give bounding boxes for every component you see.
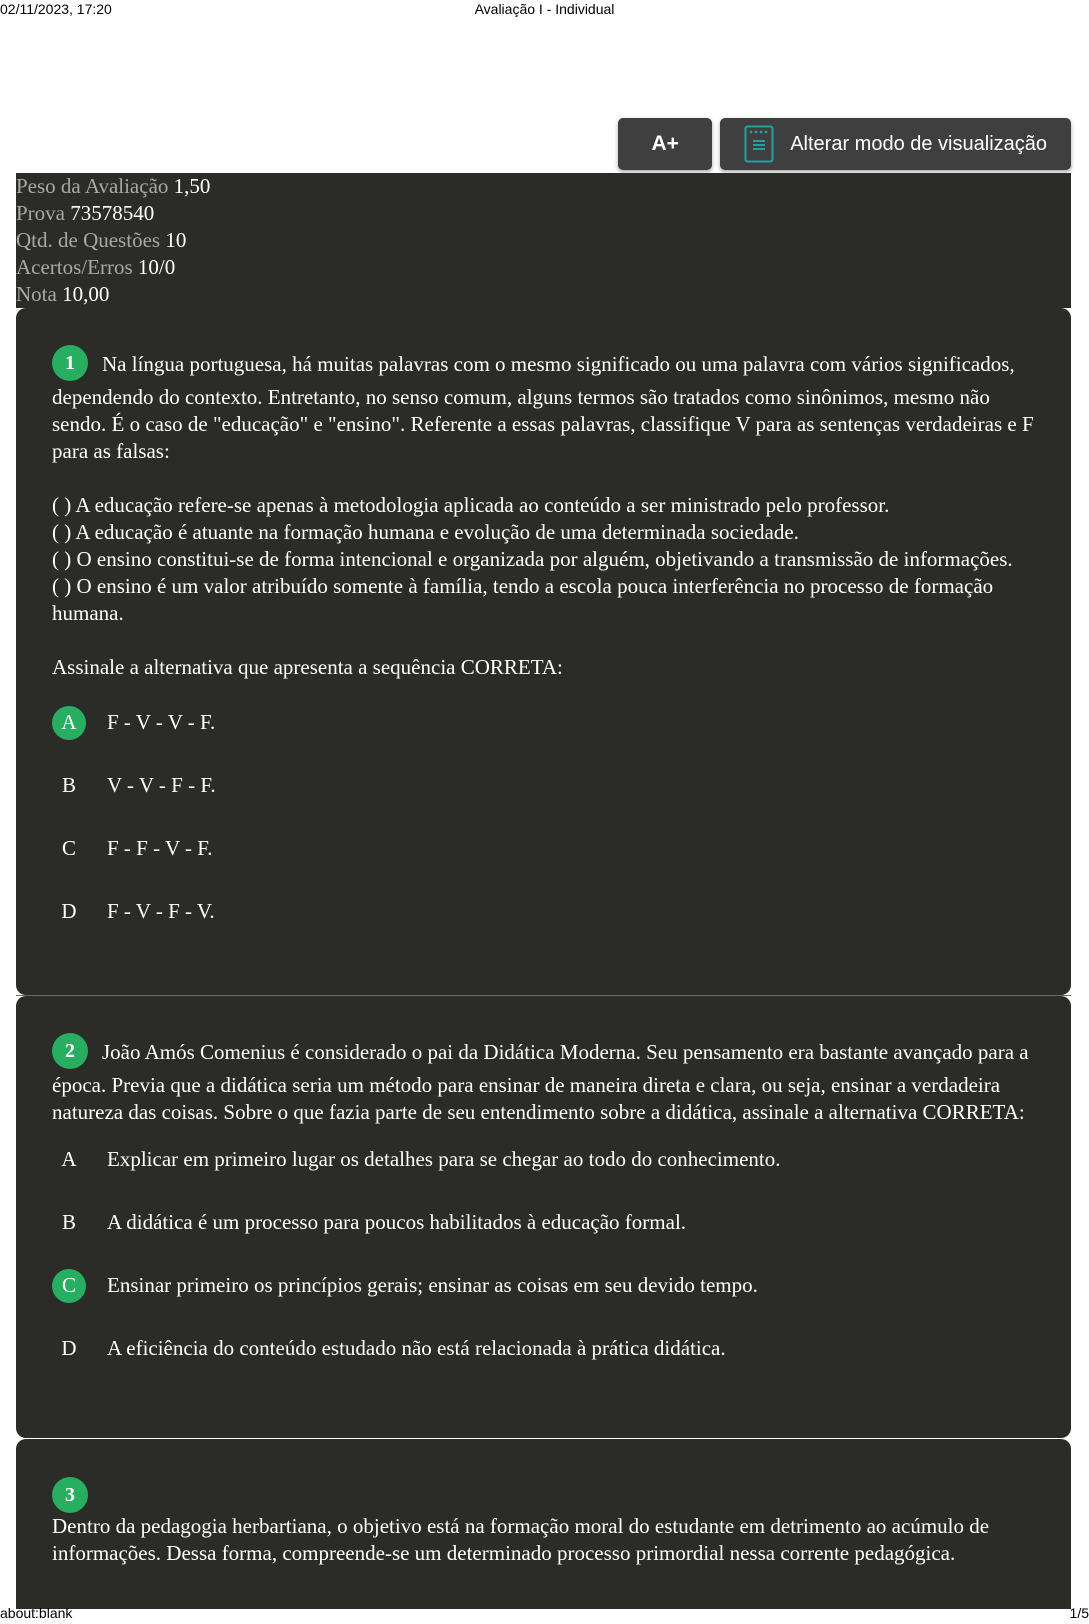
statement: ( ) O ensino constitui-se de forma intencional e organizada por alguém, objetivando a transmissão de informações. — [52, 547, 1013, 571]
option-letter: D — [61, 1336, 77, 1360]
option-d[interactable] — [52, 880, 1035, 943]
option-text: V - V - F - F. — [107, 773, 216, 797]
option-text: F - V - F - V. — [107, 899, 215, 923]
option-text: F - F - V - F. — [107, 836, 213, 860]
option-letter-selected: C — [52, 1269, 86, 1303]
question-number-badge: 1 — [52, 345, 88, 381]
option-b[interactable] — [52, 754, 1035, 817]
summary-row-hits-errors — [16, 254, 1071, 281]
option-text: F - V - V - F. — [107, 710, 216, 734]
print-header — [0, 0, 1089, 18]
font-size-increase-button[interactable] — [618, 118, 712, 170]
option-list — [52, 691, 1035, 943]
question-text: Na língua portuguesa, há muitas palavras com o mesmo significado ou uma palavra com vários significados, dependendo do contexto. Entretanto, no senso comum, alguns termos são tratados como sinônimos, mesmo não sendo. É o caso de "educação" e "ensino". Referente a essas palavras, classifique V para as sentenças verdadeiras e F para as falsas: — [52, 351, 1034, 463]
toolbar — [618, 118, 1071, 170]
question-number-badge: 3 — [52, 1477, 88, 1513]
summary-value: 1,50 — [173, 174, 211, 198]
option-c[interactable] — [52, 817, 1035, 880]
option-letter: C — [61, 836, 76, 860]
option-letter: B — [61, 1210, 76, 1234]
option-letter: B — [61, 773, 76, 797]
summary-label: Acertos/Erros — [16, 255, 133, 279]
font-size-label: A+ — [651, 132, 679, 155]
question-card-2 — [16, 996, 1071, 1438]
view-mode-button[interactable] — [720, 118, 1071, 170]
summary-row-question-count — [16, 227, 1071, 254]
option-b[interactable] — [52, 1191, 1035, 1254]
print-footer — [0, 1604, 1089, 1622]
summary-value: 73578540 — [70, 201, 155, 225]
document-icon — [744, 125, 774, 163]
view-mode-label: Alterar modo de visualização — [790, 132, 1047, 155]
question-text: Dentro da pedagogia herbartiana, o objetivo está na formação moral do estudante em detrimento ao acúmulo de informações. Dessa forma, compreende-se um determinado processo primordial nessa corrente pedagógica. — [52, 1514, 990, 1565]
question-card-3 — [16, 1439, 1071, 1609]
summary-label: Peso da Avaliação — [16, 174, 169, 198]
print-datetime: 02/11/2023, 17:20 — [0, 1, 112, 17]
question-stem — [52, 996, 1035, 1126]
option-list — [52, 1128, 1035, 1380]
option-d[interactable] — [52, 1317, 1035, 1380]
summary-label: Prova — [16, 201, 65, 225]
summary-label: Nota — [16, 282, 57, 306]
option-c[interactable] — [52, 1254, 1035, 1317]
option-a[interactable] — [52, 1128, 1035, 1191]
option-text: Explicar em primeiro lugar os detalhes para se chegar ao todo do conhecimento. — [107, 1147, 781, 1171]
print-page-number: 1/5 — [1069, 1605, 1089, 1621]
option-text: A eficiência do conteúdo estudado não está relacionada à prática didática. — [107, 1336, 726, 1360]
assessment-summary — [16, 173, 1071, 308]
summary-row-exam — [16, 200, 1071, 227]
summary-row-weight — [16, 173, 1071, 200]
question-text: João Amós Comenius é considerado o pai da Didática Moderna. Seu pensamento era bastante avançado para a época. Previa que a didática seria um método para ensinar de maneira direta e clara, ou seja, ensinar a verdadeira natureza das coisas. Sobre o que fazia parte de seu entendimento sobre a didática, assinale a alternativa CORRETA: — [52, 1039, 1029, 1124]
option-text: Ensinar primeiro os princípios gerais; ensinar as coisas em seu devido tempo. — [107, 1273, 758, 1297]
summary-value: 10/0 — [137, 255, 176, 279]
summary-value: 10,00 — [62, 282, 110, 306]
question-card-1 — [16, 308, 1071, 995]
question-number-badge: 2 — [52, 1033, 88, 1069]
question-stem — [52, 308, 1035, 465]
print-url: about:blank — [0, 1605, 73, 1621]
statement: ( ) A educação é atuante na formação humana e evolução de uma determinada sociedade. — [52, 520, 799, 544]
statement-list — [52, 492, 1035, 627]
summary-label: Qtd. de Questões — [16, 228, 161, 252]
option-letter: D — [61, 899, 77, 923]
print-title: Avaliação I - Individual — [474, 1, 615, 17]
summary-row-grade — [16, 281, 1071, 308]
summary-value: 10 — [165, 228, 187, 252]
option-letter: A — [61, 1147, 77, 1171]
question-prompt: Assinale a alternativa que apresenta a sequência CORRETA: — [52, 655, 563, 679]
option-text: A didática é um processo para poucos habilitados à educação formal. — [107, 1210, 687, 1234]
statement: ( ) O ensino é um valor atribuído somente à família, tendo a escola pouca interferência no processo de formação humana. — [52, 574, 994, 625]
question-stem — [52, 1439, 1035, 1567]
option-letter-selected: A — [52, 706, 86, 740]
statement: ( ) A educação refere-se apenas à metodologia aplicada ao conteúdo a ser ministrado pelo professor. — [52, 493, 890, 517]
option-a[interactable] — [52, 691, 1035, 754]
